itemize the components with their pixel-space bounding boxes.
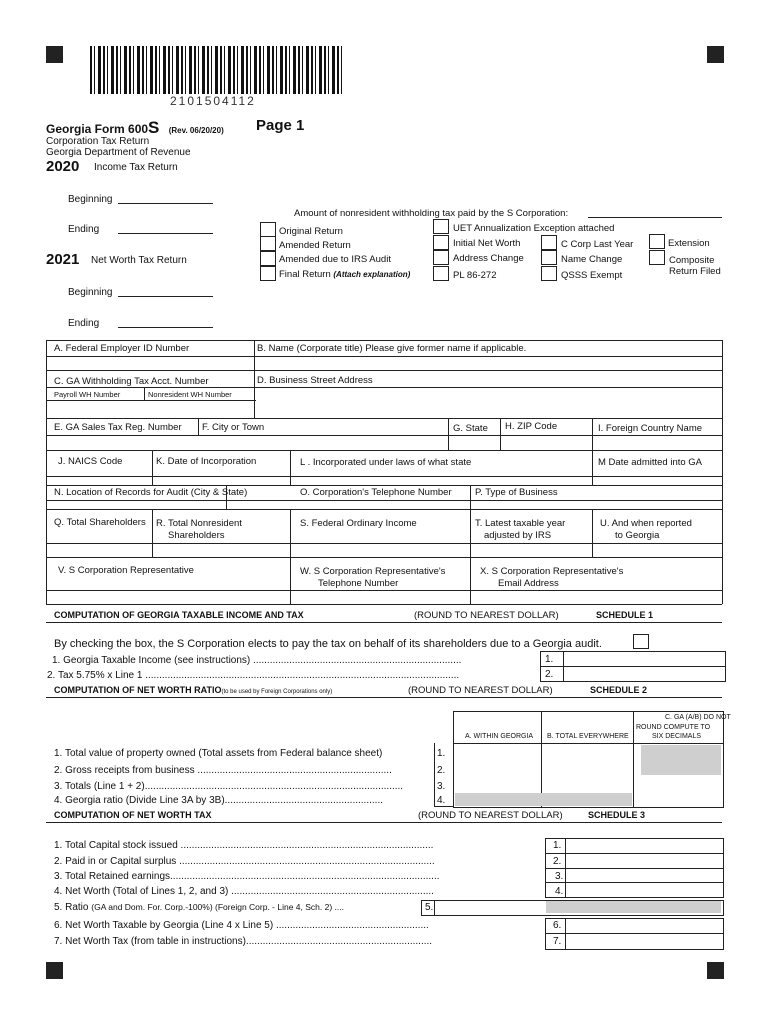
field-t-label: T. Latest taxable year [475,518,566,529]
nonresident-withholding-label: Amount of nonresident withholding tax paid by the S Corporation: [294,208,569,219]
uet-checkbox[interactable] [433,219,449,234]
schedule1-line1-label: 1. Georgia Taxable Income (see instructions) ........................................................................... [52,655,462,666]
schedule3-line3-label: 3. Total Retained earnings................................................................................................. [54,871,440,882]
schedule2-line4-number: 4. [437,795,446,806]
pl-86-272-checkbox[interactable] [433,266,449,281]
schedule3-line3-number: 3. [555,871,564,882]
schedule1-label: SCHEDULE 1 [596,610,654,620]
nonresident-withholding-field[interactable] [588,217,722,218]
initial-net-worth-checkbox[interactable] [433,235,449,250]
schedule1-line2-input[interactable] [540,666,726,682]
address-change-label: Address Change [453,253,524,264]
uet-label: UET Annualization Exception attached [453,223,615,234]
schedule2-line1-label: 1. Total value of property owned (Total assets from Federal balance sheet) [54,748,383,759]
form-suffix: S [148,118,160,137]
final-return-checkbox[interactable] [260,266,276,281]
schedule3-label: SCHEDULE 3 [588,810,646,820]
schedule3-line7-label: 7. Net Worth Tax (from table in instructions)................................................................... [54,936,433,947]
schedule2-col-c-header: C. GA (A/B) DO NOT [665,714,731,721]
composite-label: Composite [669,255,715,266]
field-i-label: I. Foreign Country Name [598,423,703,434]
field-j-label: J. NAICS Code [58,456,123,467]
subtitle-department: Georgia Department of Revenue [46,147,191,158]
schedule3-line4-label: 4. Net Worth (Total of Lines 1, 2, and 3) ......................................................................... [54,886,434,897]
schedule2-col-a-header: A. WITHIN GEORGIA [465,733,534,740]
field-v-label: V. S Corporation Representative [58,565,194,576]
extension-label: Extension [668,238,710,249]
schedule2-col-c-header-line2: ROUND COMPUTE TO [636,724,711,731]
field-r-label: R. Total Nonresident [156,518,242,529]
field-x-label-line2: Email Address [498,578,559,589]
pl-86-272-label: PL 86-272 [453,270,497,281]
schedule1-round-note: (ROUND TO NEAREST DOLLAR) [414,610,559,621]
schedule3-line6-number: 6. [553,920,562,931]
page-label: Page 1 [256,117,305,134]
schedule3-lines-6-7-inputs[interactable] [545,918,724,950]
field-q-label: Q. Total Shareholders [54,517,146,528]
income-ending-field[interactable] [118,233,213,234]
schedule1-election-text: By checking the box, the S Corporation elects to pay the tax on behalf of its shareholders due to a Georgia audit. [54,638,602,650]
schedule2-title-note: (to be used by Foreign Corporations only) [221,689,333,695]
name-change-label: Name Change [561,254,623,265]
schedule2-title-text: COMPUTATION OF NET WORTH RATIO [54,685,222,695]
field-n-label: N. Location of Records for Audit (City & State) [54,487,248,498]
schedule3-line5-label [54,902,344,913]
schedule2-line1-number: 1. [437,748,446,759]
qsss-exempt-checkbox[interactable] [541,266,557,281]
amended-return-checkbox[interactable] [260,236,276,251]
field-b-label: B. Name (Corporate title) Please give former name if applicable. [257,343,527,354]
form-revision: (Rev. 06/20/20) [168,126,224,135]
barcode [90,46,344,94]
schedule3-round-note: (ROUND TO NEAREST DOLLAR) [418,810,563,821]
field-t-label-line2: adjusted by IRS [484,530,552,541]
schedule2-line3-number: 3. [437,781,446,792]
final-return-label [279,269,410,280]
field-k-label: K. Date of Incorporation [156,456,257,467]
schedule2-col-c-shaded-lines-1-2 [641,745,721,775]
networth-ending-field[interactable] [118,327,213,328]
networth-beginning-field[interactable] [118,296,213,297]
field-o-label: O. Corporation's Telephone Number [300,487,452,498]
schedule3-line5-shaded [546,901,721,913]
initial-net-worth-label: Initial Net Worth [453,238,521,249]
field-f-label: F. City or Town [202,422,265,433]
schedule2-round-note: (ROUND TO NEAREST DOLLAR) [408,685,553,696]
income-year: 2020 [46,158,80,175]
qsss-exempt-label: QSSS Exempt [561,270,623,281]
field-w-label: W. S Corporation Representative's [300,566,446,577]
schedule2-line4-label: 4. Georgia ratio (Divide Line 3A by 3B)......................................................... [54,795,384,806]
income-beginning-field[interactable] [118,203,213,204]
form-title [46,118,224,138]
name-change-checkbox[interactable] [541,250,557,265]
payroll-wh-label: Payroll WH Number [54,390,121,399]
schedule3-line1-label: 1. Total Capital stock issued ........................................................................................... [54,840,434,851]
form-name: Georgia Form 600 [46,122,149,136]
schedule3-line7-number: 7. [553,936,562,947]
original-return-label: Original Return [279,226,343,237]
composite-return-filed-label: Return Filed [669,266,721,277]
field-p-label: P. Type of Business [475,487,558,498]
schedule3-line1-number: 1. [553,840,562,851]
schedule1-line1-number: 1. [545,654,554,665]
networth-ending-label: Ending [68,318,100,329]
field-h-label: H. ZIP Code [505,421,558,432]
schedule2-line2-number: 2. [437,765,446,776]
amended-irs-audit-checkbox[interactable] [260,251,276,266]
income-return-label: Income Tax Return [94,162,178,173]
extension-checkbox[interactable] [649,234,665,249]
field-l-label: L . Incorporated under laws of what state [300,457,472,468]
field-e-label: E. GA Sales Tax Reg. Number [54,422,182,433]
original-return-checkbox[interactable] [260,222,276,237]
amended-return-label: Amended Return [279,240,351,251]
schedule1-line2-number: 2. [545,669,554,680]
field-u-label: U. And when reported [600,518,692,529]
schedule3-line5-note: (GA and Dom. For. Corp.-100%) (Foreign Corp. - Line 4, Sch. 2) .... [91,902,344,912]
schedule2-col-c-header-line3: SIX DECIMALS [652,733,702,740]
composite-return-checkbox[interactable] [649,250,665,265]
subtitle-corporation: Corporation Tax Return [46,136,150,147]
registration-mark-bottom-left [46,962,63,979]
schedule3-line2-label: 2. Paid in or Capital surplus ............................................................................................ [54,856,435,867]
final-return-note: (Attach explanation) [333,270,411,279]
registration-mark-top-left [46,46,63,63]
field-w-label-line2: Telephone Number [318,578,399,589]
networth-return-label: Net Worth Tax Return [91,255,187,266]
final-return-text: Final Return [279,269,331,280]
field-c-label: C. GA Withholding Tax Acct. Number [54,376,209,387]
schedule3-line6-label: 6. Net Worth Taxable by Georgia (Line 4 x Line 5) ....................................................... [54,920,429,931]
schedule3-line5-number: 5. [425,902,434,913]
field-g-label: G. State [453,423,488,434]
registration-mark-top-right [707,46,724,63]
schedule2-line3-label: 3. Totals (Line 1 + 2)............................................................................................. [54,781,404,792]
registration-mark-bottom-right [707,962,724,979]
field-x-label: X. S Corporation Representative's [480,566,624,577]
field-s-label: S. Federal Ordinary Income [300,518,417,529]
schedule2-line2-label: 2. Gross receipts from business ...................................................................... [54,765,392,776]
field-r-label-line2: Shareholders [168,530,225,541]
income-ending-label: Ending [68,224,100,235]
schedule2-title [54,685,332,695]
field-a-label: A. Federal Employer ID Number [54,343,190,354]
nonresident-wh-label: Nonresident WH Number [148,390,232,399]
field-m-label: M Date admitted into GA [598,457,703,468]
address-change-checkbox[interactable] [433,250,449,265]
income-beginning-label: Beginning [68,194,113,205]
schedule3-title: COMPUTATION OF NET WORTH TAX [54,810,212,820]
networth-beginning-label: Beginning [68,287,113,298]
schedule3-line5-text: 5. Ratio [54,902,89,913]
amended-irs-audit-label: Amended due to IRS Audit [279,254,391,265]
schedule3-line4-number: 4. [555,886,564,897]
c-corp-last-year-checkbox[interactable] [541,235,557,250]
schedule1-election-checkbox[interactable] [633,634,649,649]
networth-year: 2021 [46,251,80,268]
c-corp-last-year-label: C Corp Last Year [561,239,634,250]
schedule1-line1-input[interactable] [540,651,726,667]
field-u-label-line2: to Georgia [615,530,660,541]
schedule1-line2-label: 2. Tax 5.75% x Line 1 ................................................................................................................. [47,670,460,681]
field-d-label: D. Business Street Address [257,375,373,386]
schedule3-line2-number: 2. [553,856,562,867]
schedule2-label: SCHEDULE 2 [590,685,648,695]
schedule2-line4-shaded [455,793,632,806]
schedule2-col-b-header: B. TOTAL EVERYWHERE [547,733,629,740]
schedule1-title: COMPUTATION OF GEORGIA TAXABLE INCOME AND TAX [54,610,304,620]
barcode-number: 2101504112 [170,94,256,108]
